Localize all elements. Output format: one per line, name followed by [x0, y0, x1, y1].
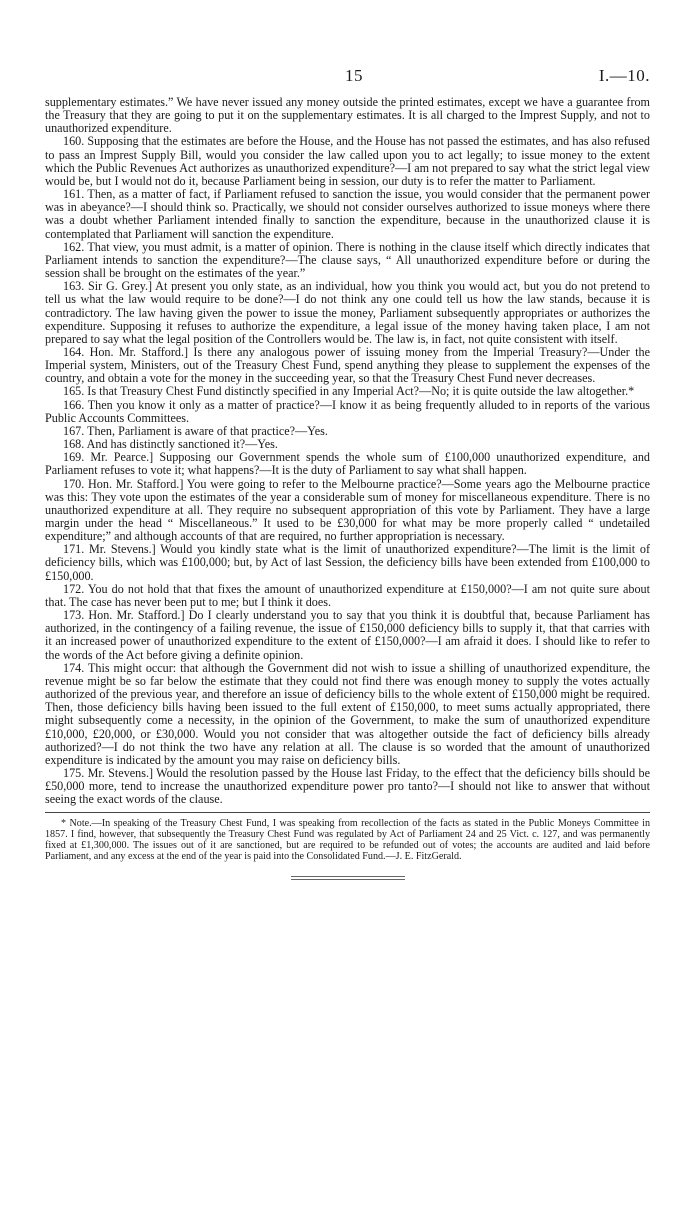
question-166: 166. Then you know it only as a matter of practice?—I know it as being frequently alluded to in reports of the various Public Accounts Committees.	[45, 397, 650, 425]
question-163: 163. Sir G. Grey.] At present you only state, as an individual, how you think you would act, but you do not pretend to tell us what the law would require to be done?—I do not think any one could tell us how the law stands, because it is contradictory. The law having given the power to issue the money, Parliament subsequently appropriates or authorizes the expenditure. Supposing it refuses to authorize the expenditure, a legal issue of the money having taken place, I am not prepared to say what the legal position of the Controllers would be. The law is, in fact, not quite consistent with itself.	[45, 279, 650, 346]
question-168: 168. And has distinctly sanctioned it?—Yes.	[63, 437, 278, 452]
document-reference: I.—10.	[598, 66, 650, 85]
question-174: 174. This might occur: that although the Government did not wish to issue a shilling of unauthorized expenditure, the revenue might be so far below the estimate that they could not find there was enough money to supply the votes actually authorized of the previous year, and therefore an issue of deficiency bills to the whole extent of £150,000 might be required. Then, those deficiency bills having been issued to the full extent of £150,000, to meet sums actually appropriated, there might subsequently come a necessity, in the opinion of the Government, to make the sum of unauthorized expenditure £10,000, £20,000, or £30,000. Would you not consider that was altogether outside the fact of deficiency bills already authorized?—I do not think the two have any relation at all. The clause is so worded that the amount of unauthorized expenditure is indicated by the amount you may raise on deficiency bills.	[45, 660, 650, 767]
question-172: 172. You do not hold that that fixes the amount of unauthorized expenditure at £150,000?—I am not quite sure about that. The case has never been put to me; but I think it does.	[45, 581, 650, 609]
end-rule	[291, 876, 405, 880]
question-169: 169. Mr. Pearce.] Supposing our Government spends the whole sum of £100,000 unauthorized expenditure, and Parliament refuses to vote it; what happens?—It is the duty of Parliament to say what shall happen.	[45, 450, 650, 478]
document-page	[45, 62, 650, 880]
footnote-divider	[45, 812, 650, 813]
page-number: 15	[345, 66, 363, 85]
question-171: 171. Mr. Stevens.] Would you kindly state what is the limit of unauthorized expenditure?—The limit is the limit of deficiency bills, which was £100,000; but, by Act of last Session, the deficiency bills have been extended from £100,000 to £150,000.	[45, 542, 650, 583]
question-173: 173. Hon. Mr. Stafford.] Do I clearly understand you to say that you think it is doubtful that, because Parliament has authorized, in the contingency of a failing revenue, the issue of £150,000 deficiency bills to supply it, that that carries with it an increased power of unauthorized expenditure to the extent of £150,000?—I am afraid it does. I should like to refer to the words of the Act before giving a definite opinion.	[45, 608, 650, 662]
question-160: 160. Supposing that the estimates are before the House, and the House has not passed the estimates, and has also refused to pass an Imprest Supply Bill, would you consider the law called upon you to act legally; to issue money to the extent which the Public Revenues Act authorizes as unauthorized expenditure?—I am not prepared to say what the strict legal view would be, but I would not do it, because Parliament being in session, our duty is to refer the matter to Parliament.	[45, 134, 650, 188]
paragraph-continuation: supplementary estimates.” We have never issued any money outside the printed estimates, except we have a guarantee from the Treasury that they are going to put it on the supplementary estimates. It is all charged to the Imprest Supply, and not to unauthorized expenditure.	[45, 95, 650, 136]
question-162: 162. That view, you must admit, is a matter of opinion. There is nothing in the clause itself which directly indicates that Parliament intends to sanction the expenditure?—The clause says, “ All unauthorized expenditure before or during the session shall be brought on the estimates of the year.”	[45, 239, 650, 281]
question-161: 161. Then, as a matter of fact, if Parliament refused to sanction the issue, you would consider that the permanent power was in abeyance?—I should think so. Practically, we should not consider ourselves authorized to issue moneys where there was a doubt whether Parliament intended finally to sanction the expenditure, because in the unauthorized clause it is contemplated that Parliament will sanction the expenditure.	[45, 187, 650, 241]
evidence-body	[45, 96, 650, 806]
question-165: 165. Is that Treasury Chest Fund distinctly specified in any Imperial Act?—No; it is quite outside the law altogether.*	[63, 384, 635, 399]
question-170: 170. Hon. Mr. Stafford.] You were going to refer to the Melbourne practice?—Some years ago the Melbourne practice was this: They vote upon the estimates of the year a considerable sum of money for miscellaneous expenditure. There is no unauthorized expenditure at all. They require no subsequent appropriation of this vote by Parliament. They have a large margin under the head “ Miscellaneous.” It used to be £30,000 for what may be more properly called “ undetailed expenditure;” and although accounts of that are required, no further appropriation is necessary.	[45, 476, 650, 544]
question-175: 175. Mr. Stevens.] Would the resolution passed by the House last Friday, to the effect that the deficiency bills should be £50,000 more, tend to increase the unauthorized expenditure power pro tanto?—I should not like to answer that without seeing the exact words of the clause.	[45, 765, 650, 807]
question-164: 164. Hon. Mr. Stafford.] Is there any analogous power of issuing money from the Imperial Treasury?—Under the Imperial system, Ministers, out of the Treasury Chest Fund, spend anything they please to supplement the expenses of the country, and obtain a vote for the money in the succeeding year, so that the Treasury Chest Fund never decreases.	[45, 344, 650, 386]
page-header	[45, 62, 650, 96]
footnote: * Note.—In speaking of the Treasury Chest Fund, I was speaking from recollection of the facts as stated in the Public Moneys Committee in 1857. I find, however, that subsequently the Treasury Chest Fund was regulated by Act of Parliament 24 and 25 Vict. c. 127, and was permanently fixed at £1,300,000. The issues out of it are sanctioned, but are required to be refunded out of votes; the accounts are audited and laid before Parliament, and any excess at the end of the year is paid into the Consolidated Fund.—J. E. FitzGerald.	[45, 818, 650, 863]
question-167: 167. Then, Parliament is aware of that practice?—Yes.	[63, 423, 328, 438]
